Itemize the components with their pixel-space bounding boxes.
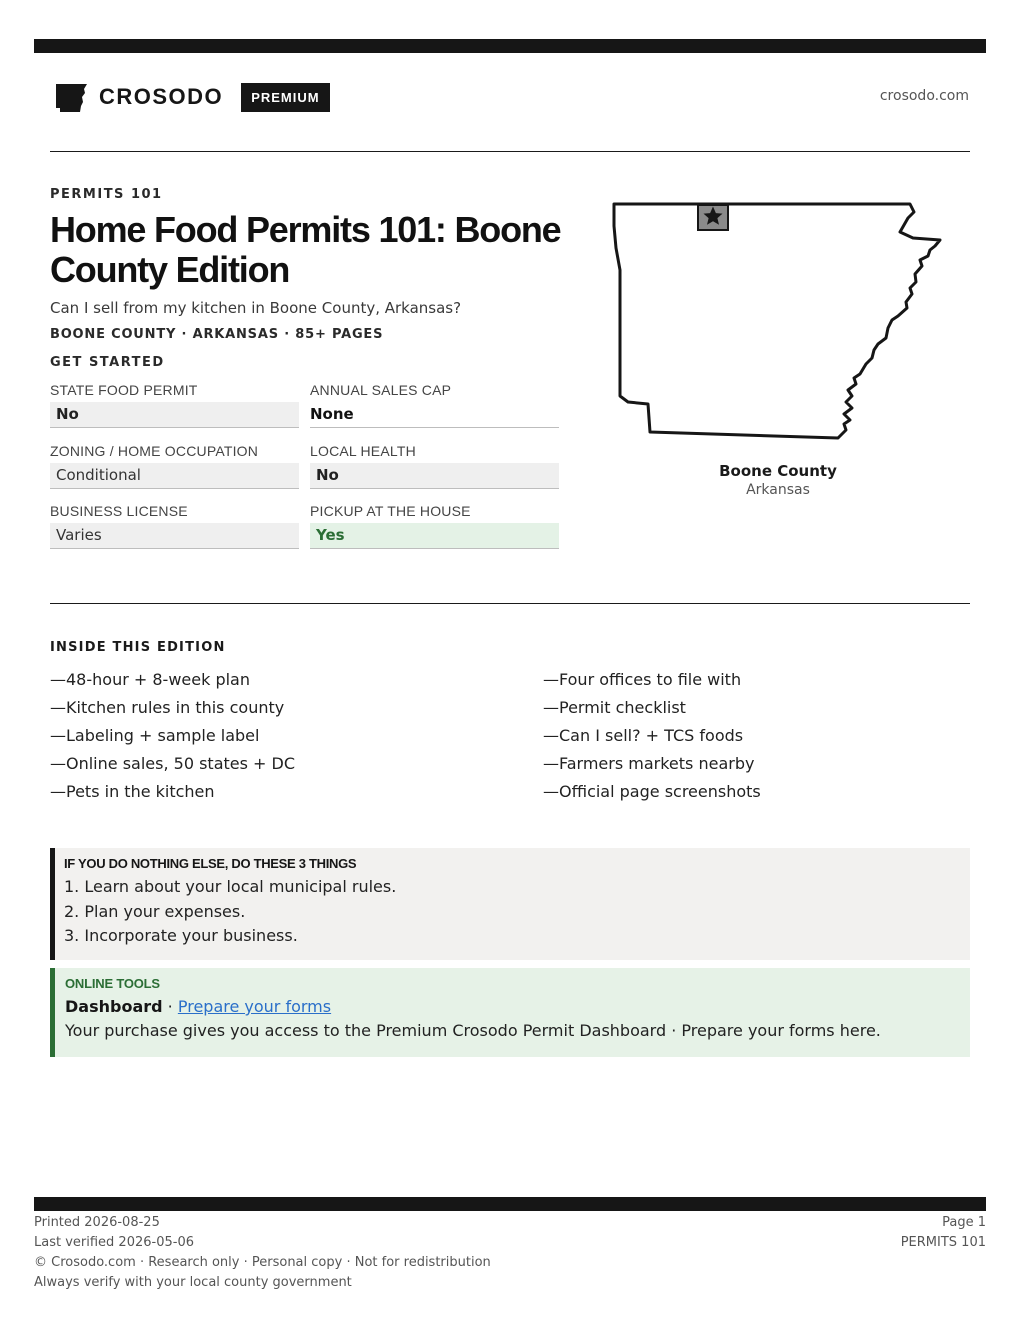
callout-list: [64, 875, 970, 949]
field-local-health: [310, 443, 559, 489]
footer-section: PERMITS 101: [900, 1235, 986, 1250]
bottom-bar: [34, 1197, 986, 1211]
top-bar: [34, 39, 986, 53]
field-value: No: [310, 463, 559, 489]
page-title: Home Food Permits 101: Boone County Edition: [50, 209, 561, 290]
state-map: [610, 198, 946, 444]
site-url[interactable]: crosodo.com: [879, 88, 969, 104]
disclaimer: Always verify with your local county government: [34, 1275, 352, 1290]
field-value: No: [50, 402, 299, 428]
brand[interactable]: [54, 82, 330, 112]
map-county-name: Boone County: [719, 462, 837, 480]
footer-left: [34, 1213, 491, 1293]
arkansas-logo-icon: [54, 82, 87, 112]
online-tools-panel: [50, 968, 970, 1057]
dashboard-label: Dashboard: [65, 997, 163, 1016]
field-value: None: [310, 402, 559, 428]
toc-left-column: [50, 666, 295, 806]
toc-item: —Official page screenshots: [543, 782, 761, 801]
footer-right: [901, 1213, 986, 1253]
toc-item: —Online sales, 50 states + DC: [50, 754, 296, 773]
field-zoning: [50, 443, 299, 489]
arkansas-outline-icon: [610, 198, 946, 444]
field-label: PICKUP AT THE HOUSE: [310, 503, 471, 519]
toc-item: —Can I sell? + TCS foods: [543, 726, 744, 745]
divider: [50, 603, 970, 604]
tools-description: Your purchase gives you access to the Premium Crosodo Permit Dashboard · Prepare your forms here.: [65, 1021, 881, 1040]
get-started-heading: GET STARTED: [50, 355, 165, 370]
toc-item: —Farmers markets nearby: [543, 754, 755, 773]
toc-item: —Kitchen rules in this county: [50, 698, 285, 717]
field-label: LOCAL HEALTH: [310, 443, 416, 459]
field-value: Varies: [50, 523, 299, 549]
inside-heading: INSIDE THIS EDITION: [50, 640, 226, 655]
field-label: BUSINESS LICENSE: [50, 503, 188, 519]
toc-right-column: [543, 666, 761, 806]
field-label: ANNUAL SALES CAP: [310, 382, 452, 398]
separator: ·: [162, 997, 178, 1016]
page-subtitle: Can I sell from my kitchen in Boone County, Arkansas?: [50, 299, 462, 317]
verified-date: Last verified 2026-05-06: [34, 1235, 194, 1250]
map-state-name: Arkansas: [746, 482, 810, 498]
callout-item: 3. Incorporate your business.: [64, 926, 298, 945]
page-number: Page 1: [942, 1215, 986, 1230]
field-value: Conditional: [50, 463, 299, 489]
field-pickup-at-house: [310, 503, 559, 549]
callout-heading: IF YOU DO NOTHING ELSE, DO THESE 3 THINGS: [64, 856, 357, 871]
premium-badge: PREMIUM: [241, 83, 329, 112]
tools-links: [65, 997, 970, 1016]
divider: [50, 151, 970, 152]
kicker: PERMITS 101: [50, 187, 163, 202]
toc-item: —Four offices to file with: [543, 670, 742, 689]
printed-date: Printed 2026-08-25: [34, 1215, 160, 1230]
toc-item: —Permit checklist: [543, 698, 686, 717]
copyright: © Crosodo.com · Research only · Personal copy · Not for redistribution: [34, 1255, 491, 1270]
field-label: STATE FOOD PERMIT: [50, 382, 198, 398]
callout-item: 1. Learn about your local municipal rules.: [64, 877, 397, 896]
edition-meta: BOONE COUNTY · ARKANSAS · 85+ PAGES: [50, 327, 384, 342]
field-label: ZONING / HOME OCCUPATION: [50, 443, 259, 459]
callout-item: 2. Plan your expenses.: [64, 901, 246, 921]
field-annual-sales-cap: [310, 382, 559, 428]
field-value: Yes: [310, 523, 559, 549]
field-state-food-permit: [50, 382, 299, 428]
toc-item: —Pets in the kitchen: [50, 782, 215, 801]
field-business-license: [50, 503, 299, 549]
tools-heading: ONLINE TOOLS: [65, 976, 160, 991]
brand-name: CROSODO: [99, 84, 224, 109]
three-things-callout: [50, 848, 970, 960]
toc-item: —Labeling + sample label: [50, 726, 260, 745]
map-caption: [610, 462, 946, 498]
prepare-forms-link[interactable]: Prepare your forms: [177, 997, 332, 1016]
toc-item: —48-hour + 8-week plan: [50, 670, 250, 689]
